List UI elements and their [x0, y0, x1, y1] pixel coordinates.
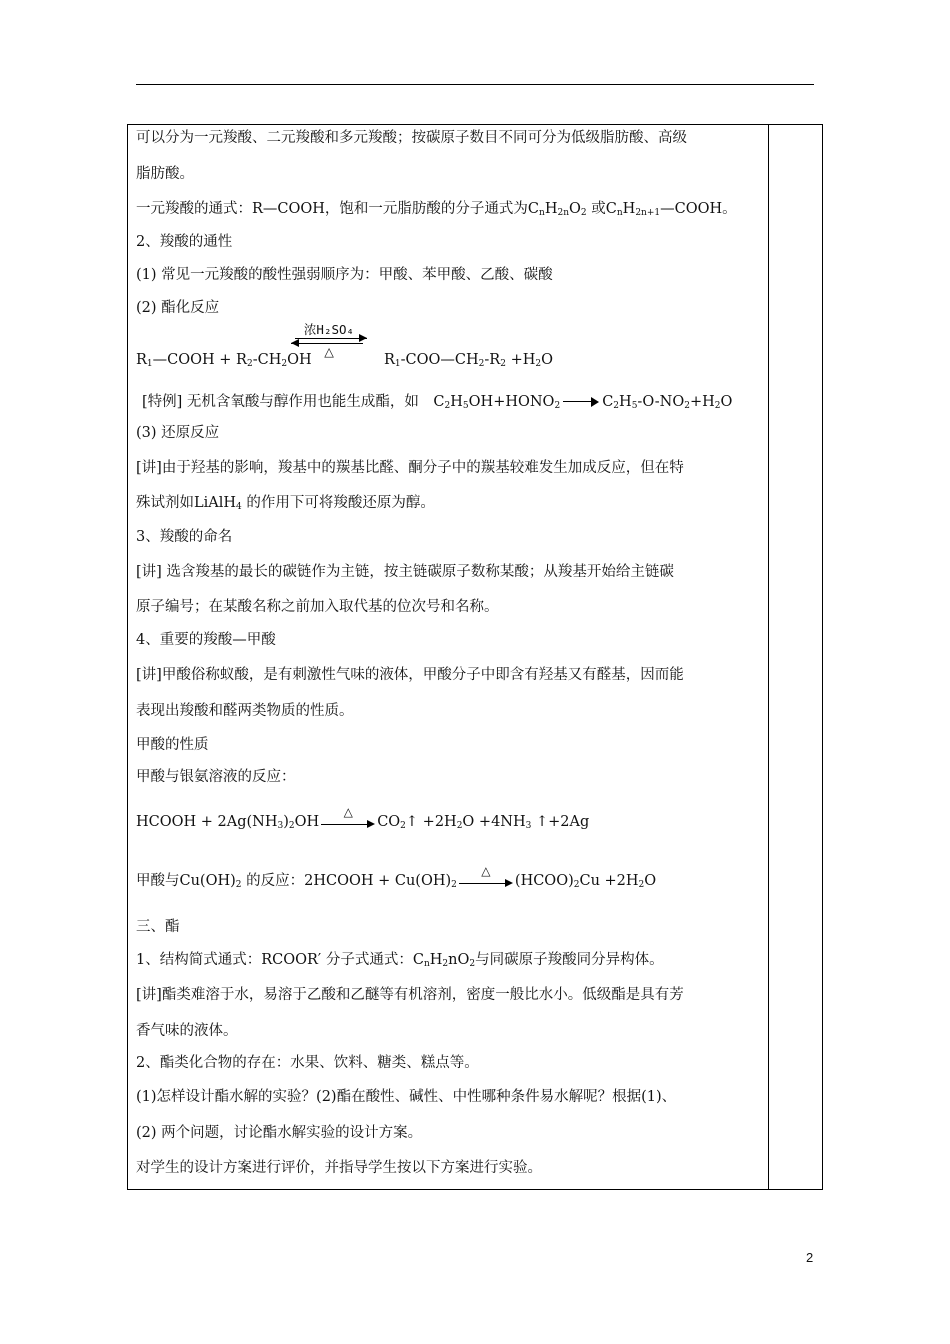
text-line: [讲]酯类难溶于水，易溶于乙酸和乙醚等有机溶剂，密度一般比水小。低级酯是具有芳 [136, 987, 684, 1003]
text-line: [特例] 无机含氧酸与醇作用也能生成酯，如 $C_2H_5OH+HONO_2$ $C_2H_5-O-NO_2+H_2O$ [142, 394, 733, 411]
text-line: [讲]由于羟基的影响，羧基中的羰基比醛、酮分子中的羰基较难发生加成反应，但在特 [136, 460, 684, 476]
header-rule [136, 84, 814, 85]
heat-arrow: △ [459, 867, 513, 889]
text-line: 甲酸的性质 [136, 737, 209, 753]
table-column-divider [768, 124, 769, 1190]
text-line: 脂肪酸。 [136, 166, 194, 182]
equation-products: $R_1-COO—CH_2-R_2 +H_2O$ [384, 352, 553, 369]
text-line: 表现出羧酸和醛两类物质的性质。 [136, 703, 354, 719]
text-line: 香气味的液体。 [136, 1023, 238, 1039]
text-line: 可以分为一元羧酸、二元羧酸和多元羧酸；按碳原子数目不同可分为低级脂肪酸、高级 [136, 130, 687, 146]
text-line: (1) 常见一元羧酸的酸性强弱顺序为：甲酸、苯甲酸、乙酸、碳酸 [136, 267, 553, 283]
condition-heat: △ [324, 344, 334, 359]
text-line: 原子编号；在某酸名称之前加入取代基的位次号和名称。 [136, 599, 499, 615]
equation-silver-mirror: HCOOH + $2Ag(NH_3)_2OH$ △ $CO_2↑ +2H_2O +4NH_3$ ↑+2Ag [136, 805, 590, 831]
section-heading: 三、酯 [136, 919, 180, 935]
section-heading: 2、羧酸的通性 [136, 234, 233, 250]
text-line: [讲] 选含羧基的最长的碳链作为主链，按主链碳原子数称某酸；从羧基开始给主链碳 [136, 564, 674, 580]
text-line: 殊试剂如LiAlH$_4$ 的作用下可将羧酸还原为醇。 [136, 495, 435, 512]
condition-catalyst: 浓H₂SO₄ [303, 322, 355, 337]
section-heading: 4、重要的羧酸—甲酸 [136, 632, 276, 648]
text-line: (1)怎样设计酯水解的实验？(2)酯在酸性、碱性、中性哪种条件易水解呢？根据(1)、 [136, 1089, 677, 1105]
text-line: 一元羧酸的通式：R—COOH，饱和一元脂肪酸的分子通式为$C_nH_{2n}O_2$ 或$C_nH_{2n+1}—COOH$。 [136, 201, 737, 218]
text-line: (3) 还原反应 [136, 425, 220, 441]
reaction-arrow [563, 397, 599, 407]
text-line: 2、酯类化合物的存在：水果、饮料、糖类、糕点等。 [136, 1055, 479, 1071]
text-line: (2) 酯化反应 [136, 300, 220, 316]
equation-reactants: $R_1—COOH + R_2-CH_2OH$ [136, 352, 312, 369]
page-number: 2 [806, 1250, 814, 1265]
heat-arrow: △ [321, 808, 375, 830]
text-line: (2) 两个问题，讨论酯水解实验的设计方案。 [136, 1125, 423, 1141]
text-line: [讲]甲酸俗称蚁酸，是有刺激性气味的液体，甲酸分子中即含有羟基又有醛基，因而能 [136, 667, 684, 683]
equation-copper-hydroxide: 甲酸与$Cu(OH)_2$ 的反应：2HCOOH + $Cu(OH)_2$ △ $(HCOO)_2Cu +2H_2O$ [136, 864, 657, 890]
text-line: 对学生的设计方案进行评价，并指导学生按以下方案进行实验。 [136, 1160, 542, 1176]
text-line: 1、结构简式通式：RCOOR′ 分子式通式：$C_nH_2nO_2$与同碳原子羧酸同分异构体。 [136, 952, 664, 969]
text-line: 甲酸与银氨溶液的反应： [136, 769, 296, 785]
section-heading: 3、羧酸的命名 [136, 529, 233, 545]
